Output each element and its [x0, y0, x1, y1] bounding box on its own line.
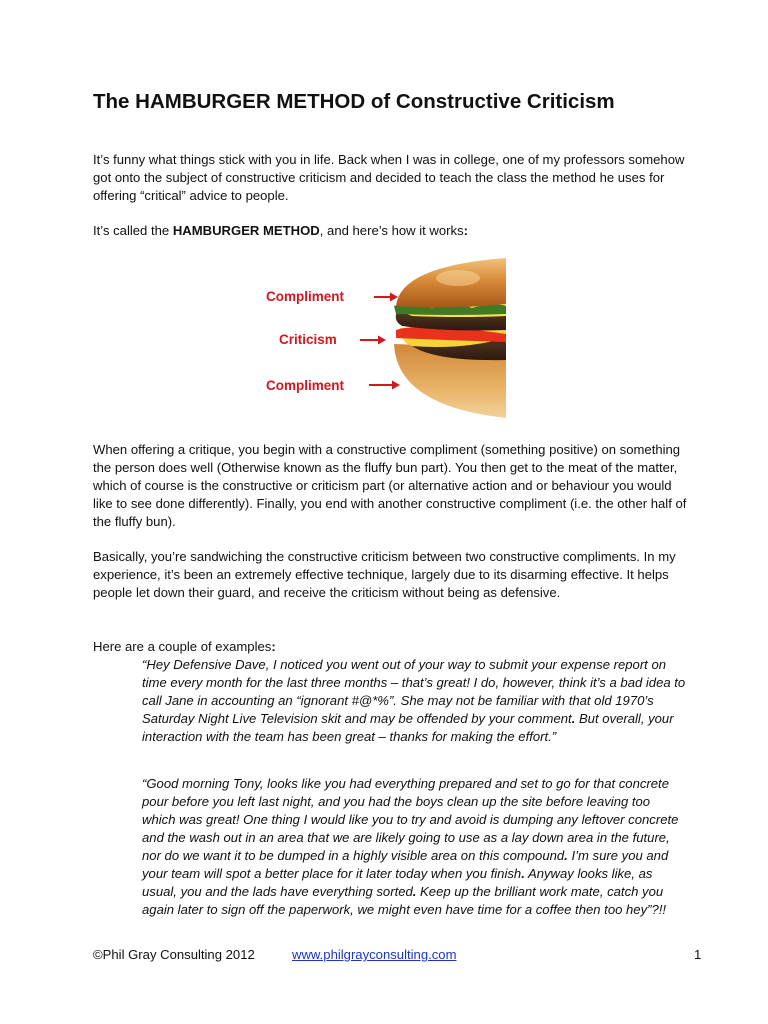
- method-intro-text-end: , and here’s how it works: [319, 223, 464, 238]
- label-criticism-text: Criticism: [279, 332, 337, 347]
- example-2-part-b: I’m sure you and your team will spot a better place for it later today when you finish: [142, 848, 669, 881]
- method-name: HAMBURGER METHOD: [172, 223, 320, 238]
- label-compliment-bottom: [266, 378, 400, 393]
- label-compliment-top: [266, 289, 398, 304]
- intro-paragraph: It’s funny what things stick with you in life. Back when I was in college, one of my professors somehow got onto the subject of constructive criticism and decided to teach the class the method he uses for offering “critical” advice to people.: [93, 152, 685, 203]
- examples-heading-colon: :: [271, 639, 276, 654]
- method-intro-text: It’s called the: [93, 223, 173, 238]
- example-2-part-a: “Good morning Tony, looks like you had everything prepared and set to go for that concrete pour before you left last night, and you had the boys clean up the site before leaving too which was great! One thing I would like you to try and avoid is dumping any leftover concrete and the wash out in an area that we are likely going to use as a lay down area in the future, nor do we want it to be dumped in a highly visible area on this compound: [142, 776, 679, 863]
- example-quote-1: [142, 656, 687, 746]
- label-compliment-top-text: Compliment: [266, 289, 345, 304]
- label-criticism: [279, 332, 386, 347]
- hamburger-diagram: [262, 258, 510, 420]
- example-quote-2: [142, 775, 687, 919]
- examples-heading-text: Here are a couple of examples: [93, 639, 272, 654]
- example-2-period-2: .: [521, 866, 525, 881]
- technique-paragraph: When offering a critique, you begin with a constructive compliment (something positive) on something the person does well (Otherwise known as the fluffy bun part). You then get to the meat of the matter, which of course is the constructive or criticism part (or alternative action and or behaviour you would like to see done differently). Finally, you end with another constructive compliment (i.e. the other half of the fluffy bun).: [93, 442, 687, 529]
- page-number: 1: [694, 947, 702, 962]
- example-2-part-c: Anyway looks like, as usual, you and the lads have everything sorted: [142, 866, 653, 899]
- burger-image: [394, 258, 506, 418]
- footer-copyright: ©Phil Gray Consulting 2012: [93, 947, 255, 962]
- example-1-part-b: But overall, your interaction with the team has been great – thanks for making the effort.”: [142, 711, 674, 744]
- example-1-part-a: “Hey Defensive Dave, I noticed you went out of your way to submit your expense report on time every month for the last three months – that’s great! I do, however, think it’s a bad idea to call Jane in accounting an “ignorant #@*%”. She may not be familiar with that old 1970’s Saturday Night Live Television skit and may be offended by your comment: [142, 657, 686, 726]
- example-1-period: .: [571, 711, 576, 726]
- hamburger-illustration: [262, 258, 510, 420]
- example-2-part-d: Keep up the brilliant work mate, catch you again later to sign off the paperwork, we might even have time for a coffee then too hey”?!!: [142, 884, 667, 917]
- footer-website-link[interactable]: www.philgrayconsulting.com: [292, 947, 457, 962]
- sandwich-paragraph: Basically, you’re sandwiching the constructive criticism between two constructive compliments. In my experience, it’s been an extremely effective technique, largely due to its disarming effective. It helps people let down their guard, and receive the criticism without being as defensive.: [93, 549, 676, 600]
- page-title: The HAMBURGER METHOD of Constructive Criticism: [93, 90, 615, 113]
- examples-heading: [93, 638, 693, 656]
- example-2-period-1: .: [564, 848, 568, 863]
- method-intro-colon: :: [463, 223, 468, 238]
- method-intro-paragraph: [93, 222, 693, 240]
- label-compliment-bottom-text: Compliment: [266, 378, 345, 393]
- example-2-period-3: .: [412, 884, 417, 899]
